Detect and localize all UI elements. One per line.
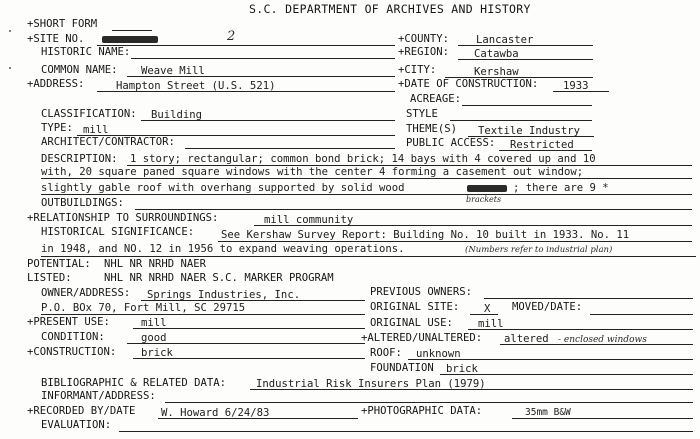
foundation-value: brick (446, 363, 478, 375)
common-name-label: COMMON NAME: (41, 64, 118, 76)
architect-contractor-line (185, 148, 395, 149)
construction-label: +CONSTRUCTION: (27, 346, 117, 358)
bibliographic-value: Industrial Risk Insurers Plan (1979) (256, 378, 486, 390)
original-site-label: ORIGINAL SITE: (370, 301, 460, 313)
date-of-construction-label: +DATE OF CONSTRUCTION: (398, 78, 539, 90)
potential-label: POTENTIAL: (27, 258, 91, 270)
description-handwritten-note: brackets (466, 195, 502, 204)
style-line (450, 120, 592, 121)
original-use-line (468, 329, 693, 330)
description-line-2: with, 20 square paned square windows with the center 4 forming a casement out window; (41, 166, 584, 178)
recorded-by-label: +RECORDED BY/DATE (27, 405, 136, 417)
site-no-line (97, 45, 395, 46)
previous-owners-label: PREVIOUS OWNERS: (370, 286, 473, 298)
listed-label: LISTED: (27, 272, 72, 284)
roof-line (408, 359, 693, 360)
site-no-value: 2 (227, 29, 236, 44)
altered-line (500, 344, 693, 345)
recorded-by-line (158, 418, 358, 419)
listed-options: NHL NR NRHD NAER S.C. MARKER PROGRAM (104, 272, 334, 284)
themes-value: Textile Industry (478, 125, 581, 137)
moved-date-label: MOVED/DATE: (512, 301, 583, 313)
altered-value: altered (504, 333, 549, 345)
city-label: +CITY: (398, 64, 437, 76)
significance-label: HISTORICAL SIGNIFICANCE: (41, 226, 195, 238)
owner-address-label: OWNER/ADDRESS: (41, 287, 131, 299)
description-line-3a: slightly gable roof with overhang supported by solid wood (41, 182, 405, 194)
owner-line (141, 300, 365, 301)
classification-label: CLASSIFICATION: (41, 108, 137, 120)
foundation-label: FOUNDATION (370, 362, 434, 374)
informant-line (165, 402, 693, 403)
roof-value: unknown (416, 348, 461, 360)
significance-underline-1 (218, 241, 692, 242)
region-line (458, 59, 593, 60)
bibliographic-line (250, 389, 693, 390)
photographic-data-value: 35mm B&W (525, 407, 571, 418)
photographic-data-label: +PHOTOGRAPHIC DATA: (361, 405, 483, 417)
evaluation-line (119, 431, 693, 432)
region-label: +REGION: (398, 46, 450, 58)
architect-contractor-label: ARCHITECT/CONTRACTOR: (41, 136, 175, 148)
condition-value: good (141, 332, 167, 344)
condition-line (127, 343, 365, 344)
owner-value: Springs Industries, Inc. (147, 289, 301, 301)
present-use-label: +PRESENT USE: (27, 316, 110, 328)
redacted-site-code (102, 36, 158, 43)
page-title: S.C. DEPARTMENT OF ARCHIVES AND HISTORY (249, 2, 531, 16)
public-access-line (499, 150, 592, 151)
short-form-label: +SHORT FORM (27, 18, 98, 30)
county-line (458, 45, 593, 46)
short-form-line (112, 30, 152, 31)
acreage-line (462, 105, 592, 106)
evaluation-label: EVALUATION: (41, 419, 112, 431)
style-label: STYLE (406, 108, 438, 120)
city-value: Kershaw (474, 66, 519, 78)
acreage-label: ACREAGE: (410, 93, 462, 105)
potential-options: NHL NR NRHD NAER (104, 258, 207, 270)
significance-line-2: in 1948, and NO. 12 in 1956 to expand weaving operations. (41, 243, 405, 255)
public-access-value: Restricted (510, 139, 574, 151)
common-name-value: Weave Mill (141, 65, 205, 77)
construction-value: brick (141, 347, 173, 359)
public-access-label: PUBLIC ACCESS: (406, 137, 496, 149)
outbuildings-line (135, 209, 692, 210)
region-value: Catawba (474, 48, 519, 60)
bibliographic-label: BIBLIOGRAPHIC & RELATED DATA: (41, 377, 226, 389)
classification-value: Building (151, 109, 203, 121)
altered-unaltered-label: +ALTERED/UNALTERED: (361, 332, 483, 344)
description-label: DESCRIPTION: (41, 153, 118, 165)
photographic-data-line (512, 418, 693, 419)
significance-handwritten-note: (Numbers refer to industrial plan) (465, 245, 613, 255)
description-underline-3 (41, 194, 692, 195)
present-use-value: mill (141, 317, 167, 329)
struck-out-word (467, 185, 507, 192)
construction-line (133, 358, 365, 359)
moved-date-line (590, 314, 693, 315)
date-of-construction-value: 1933 (563, 80, 589, 92)
previous-owners-line (484, 298, 693, 299)
owner-address-value: P.O. BOx 70, Fort Mill, SC 29715 (41, 302, 246, 314)
county-value: Lancaster (476, 34, 534, 46)
outbuildings-label: OUTBUILDINGS: (41, 197, 124, 209)
recorded-by-value: W. Howard 6/24/83 (161, 407, 270, 419)
classification-line (141, 120, 395, 121)
relationship-value: mill community (264, 214, 354, 226)
site-no-label: +SITE NO. (27, 33, 85, 45)
significance-underline-2 (41, 256, 696, 257)
foundation-line (440, 374, 693, 375)
margin-mark (9, 67, 11, 69)
owner-address-line (41, 314, 365, 315)
relationship-line (254, 225, 692, 226)
condition-label: CONDITION: (41, 331, 105, 343)
margin-mark (9, 30, 11, 32)
original-use-label: ORIGINAL USE: (370, 317, 453, 329)
significance-line-1: See Kershaw Survey Report: Building No. 10 built in 1933. No. 11 (221, 229, 630, 241)
original-site-line (470, 314, 498, 315)
roof-label: ROOF: (370, 347, 402, 359)
relationship-label: +RELATIONSHIP TO SURROUNDINGS: (27, 212, 219, 224)
description-line-3b: ; there are 9 * (513, 182, 609, 194)
original-site-value: X (484, 303, 491, 315)
present-use-line (133, 328, 365, 329)
county-label: +COUNTY: (398, 33, 450, 45)
date-of-construction-line (553, 91, 609, 92)
themes-label: THEME(S) (406, 123, 458, 135)
common-name-line (127, 76, 395, 77)
altered-handwritten-note: - enclosed windows (558, 335, 647, 345)
historic-name-line (131, 58, 395, 59)
type-label: TYPE: (41, 122, 73, 134)
type-value: mill (83, 124, 109, 136)
address-label: +ADDRESS: (27, 78, 85, 90)
address-value: Hampton Street (U.S. 521) (116, 80, 276, 92)
address-line (97, 91, 395, 92)
historic-name-label: HISTORIC NAME: (41, 46, 131, 58)
description-line-1: 1 story; rectangular; common bond brick; 14 bays with 4 covered up and 10 (130, 153, 596, 165)
original-use-value: mill (478, 318, 504, 330)
informant-label: INFORMANT/ADDRESS: (41, 390, 156, 402)
description-underline-2 (41, 178, 692, 179)
